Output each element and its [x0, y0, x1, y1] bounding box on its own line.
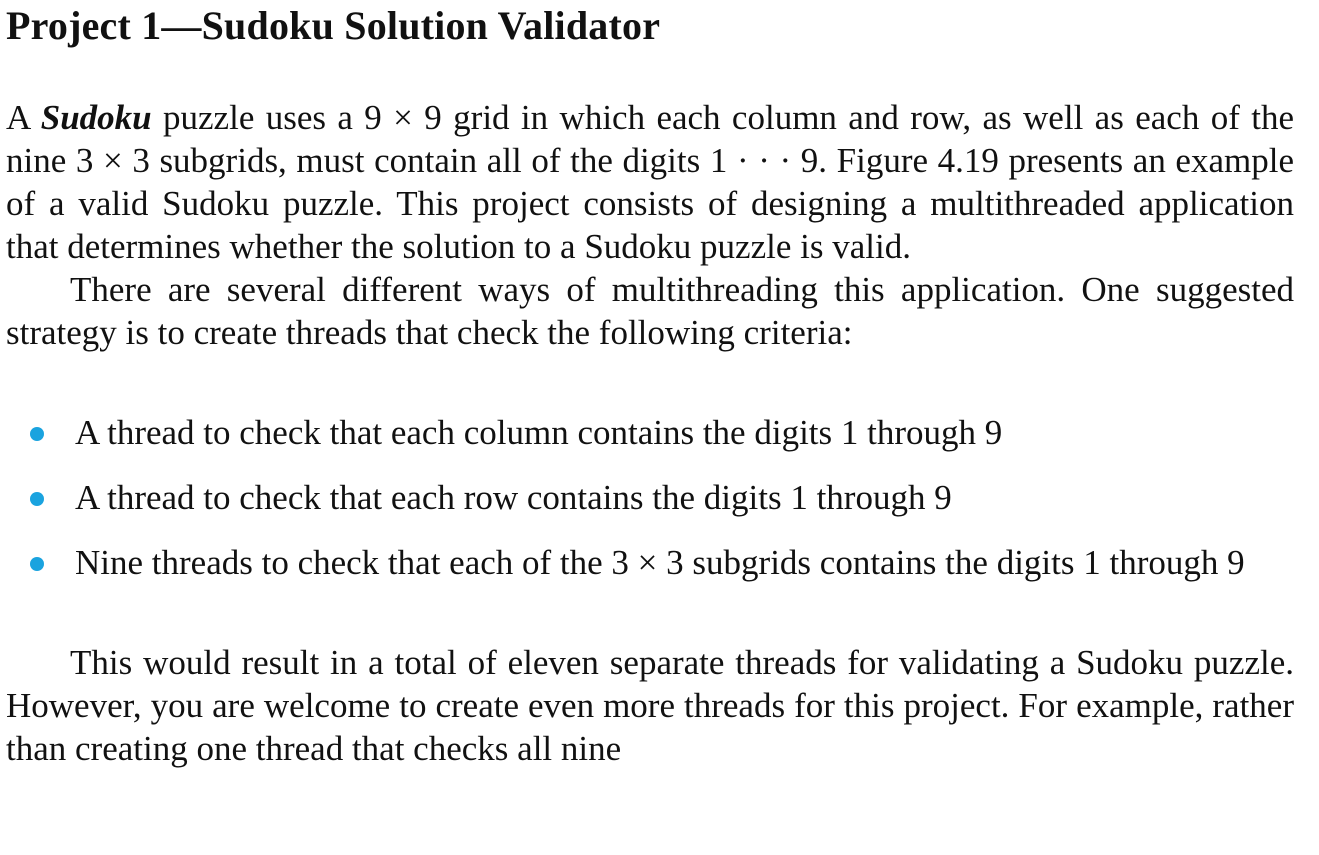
strategy-paragraph: There are several different ways of multithreading this application. One suggested strategy is to create threads that check the following criteria:: [6, 270, 1294, 352]
bullet-icon: [30, 557, 44, 571]
intro-body-text: puzzle uses a 9 × 9 grid in which each column and row, as well as each of the nine 3 × 3 subgrids, must contain all of the digits 1 · · · 9. Figure 4.19 presents an example of a valid Sudoku puzzle. This project consists of designing a multithreaded application that determines whether the solution to a Sudoku puzzle is valid.: [6, 98, 1294, 266]
criteria-list: [6, 411, 1294, 584]
page-title: Project 1—Sudoku Solution Validator: [6, 3, 661, 48]
list-item: [6, 476, 1294, 519]
intro-lead-text: A: [6, 98, 41, 137]
list-item: [6, 411, 1294, 454]
sudoku-emphasis: Sudoku: [40, 98, 152, 137]
criteria-item-text: Nine threads to check that each of the 3 × 3 subgrids contains the digits 1 through 9: [75, 543, 1245, 582]
bullet-icon: [30, 492, 44, 506]
bullet-icon: [30, 427, 44, 441]
intro-paragraph: [6, 96, 1294, 268]
criteria-item-text: A thread to check that each column contains the digits 1 through 9: [75, 413, 1003, 452]
list-item: [6, 541, 1294, 584]
criteria-item-text: A thread to check that each row contains the digits 1 through 9: [75, 478, 952, 517]
document-page: [6, 0, 1294, 770]
closing-paragraph: This would result in a total of eleven separate threads for validating a Sudoku puzzle. However, you are welcome to create even more threads for this project. For example, rather than creating one thread that checks all nine: [6, 643, 1294, 768]
